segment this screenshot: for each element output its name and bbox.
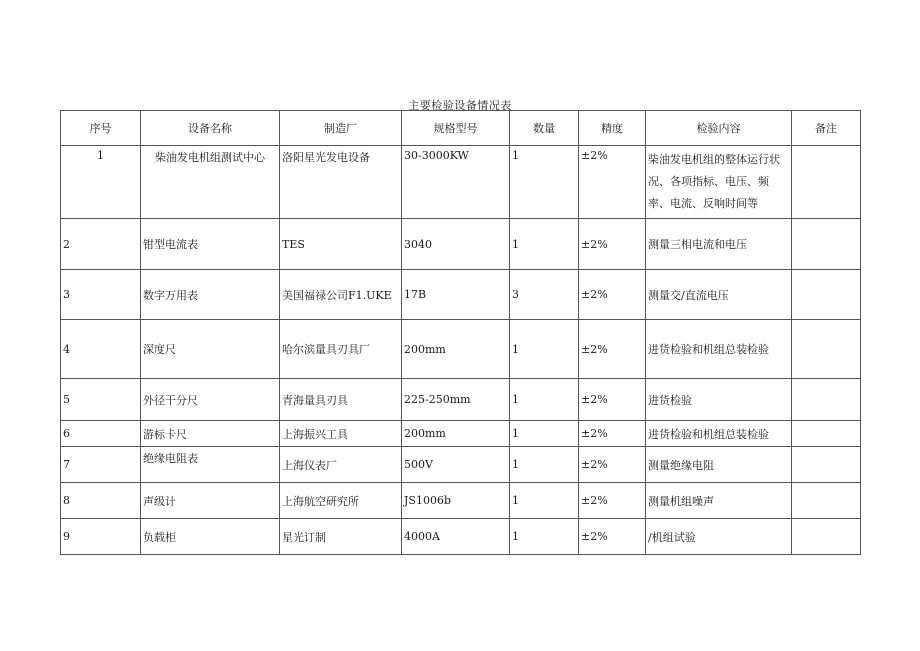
model-spec: 200mm <box>402 320 510 379</box>
inspection-content: 进货检验和机组总装检验 <box>646 421 792 447</box>
table-row <box>61 519 861 555</box>
precision: ±2% <box>579 146 646 219</box>
table-row <box>61 219 861 270</box>
inspection-content: 测量机组噪声 <box>646 483 792 519</box>
header-cell: 制造厂 <box>280 111 402 146</box>
row-number: 5 <box>61 379 141 421</box>
manufacturer: TES <box>280 219 402 270</box>
table-row <box>61 447 861 483</box>
precision: ±2% <box>579 379 646 421</box>
equipment-name: 外径干分尺 <box>141 379 280 421</box>
manufacturer: 上海仪表厂 <box>280 447 402 483</box>
model-spec: 225-250mm <box>402 379 510 421</box>
inspection-content: 测量三相电流和电压 <box>646 219 792 270</box>
remark <box>792 146 861 219</box>
table-header-row <box>61 111 861 146</box>
manufacturer: 星光订制 <box>280 519 402 555</box>
model-spec: 4000A <box>402 519 510 555</box>
manufacturer: 哈尔滨量具刃具厂 <box>280 320 402 379</box>
precision: ±2% <box>579 270 646 320</box>
row-number: 2 <box>61 219 141 270</box>
table-row <box>61 270 861 320</box>
row-number: 6 <box>61 421 141 447</box>
inspection-content: 进货检验和机组总装检验 <box>646 320 792 379</box>
model-spec: 500V <box>402 447 510 483</box>
quantity: 1 <box>510 379 579 421</box>
table-row <box>61 421 861 447</box>
header-cell: 设备名称 <box>141 111 280 146</box>
remark <box>792 483 861 519</box>
model-spec: JS1006b <box>402 483 510 519</box>
equipment-table <box>60 110 861 555</box>
manufacturer: 上海振兴工具 <box>280 421 402 447</box>
model-spec: 200mm <box>402 421 510 447</box>
equipment-name: 声级计 <box>141 483 280 519</box>
model-spec: 17B <box>402 270 510 320</box>
model-spec: 30-3000KW <box>402 146 510 219</box>
quantity: 1 <box>510 447 579 483</box>
row-number: 9 <box>61 519 141 555</box>
equipment-name: 数字万用表 <box>141 270 280 320</box>
precision: ±2% <box>579 447 646 483</box>
remark <box>792 379 861 421</box>
model-spec: 3040 <box>402 219 510 270</box>
manufacturer: 美国福禄公司F1.UKE <box>280 270 402 320</box>
header-cell: 规格型号 <box>402 111 510 146</box>
row-number: 3 <box>61 270 141 320</box>
table-row <box>61 379 861 421</box>
table-row <box>61 483 861 519</box>
inspection-content: /机组试验 <box>646 519 792 555</box>
quantity: 1 <box>510 219 579 270</box>
row-number: 4 <box>61 320 141 379</box>
remark <box>792 421 861 447</box>
table-row <box>61 146 861 219</box>
remark <box>792 270 861 320</box>
equipment-name: 负载柜 <box>141 519 280 555</box>
remark <box>792 447 861 483</box>
equipment-name: 深度尺 <box>141 320 280 379</box>
precision: ±2% <box>579 219 646 270</box>
equipment-name: 游标卡尺 <box>141 421 280 447</box>
quantity: 1 <box>510 146 579 219</box>
manufacturer: 洛阳星光发电设备 <box>280 146 402 219</box>
header-cell: 精度 <box>579 111 646 146</box>
row-number: 7 <box>61 447 141 483</box>
precision: ±2% <box>579 320 646 379</box>
inspection-content: 测量交/直流电压 <box>646 270 792 320</box>
header-cell: 序号 <box>61 111 141 146</box>
manufacturer: 青海量具刃具 <box>280 379 402 421</box>
quantity: 1 <box>510 483 579 519</box>
precision: ±2% <box>579 483 646 519</box>
remark <box>792 320 861 379</box>
header-cell: 检验内容 <box>646 111 792 146</box>
document-title: 主要检验设备情况表 <box>408 99 512 112</box>
manufacturer: 上海航空研究所 <box>280 483 402 519</box>
precision: ±2% <box>579 421 646 447</box>
row-number: 8 <box>61 483 141 519</box>
remark <box>792 519 861 555</box>
row-number: 1 <box>61 146 141 219</box>
quantity: 3 <box>510 270 579 320</box>
quantity: 1 <box>510 421 579 447</box>
quantity: 1 <box>510 320 579 379</box>
equipment-name: 钳型电流表 <box>141 219 280 270</box>
table-row <box>61 320 861 379</box>
equipment-name: 柴油发电机组测试中心 <box>141 146 280 219</box>
precision: ±2% <box>579 519 646 555</box>
header-cell: 备注 <box>792 111 861 146</box>
inspection-content: 测量绝缘电阻 <box>646 447 792 483</box>
header-cell: 数量 <box>510 111 579 146</box>
remark <box>792 219 861 270</box>
inspection-content: 进货检验 <box>646 379 792 421</box>
equipment-name: 绝缘电阻表 <box>141 447 280 483</box>
quantity: 1 <box>510 519 579 555</box>
inspection-content: 柴油发电机组的整体运行状况、各项指标、电压、频率、电流、反响时间等 <box>646 146 792 219</box>
